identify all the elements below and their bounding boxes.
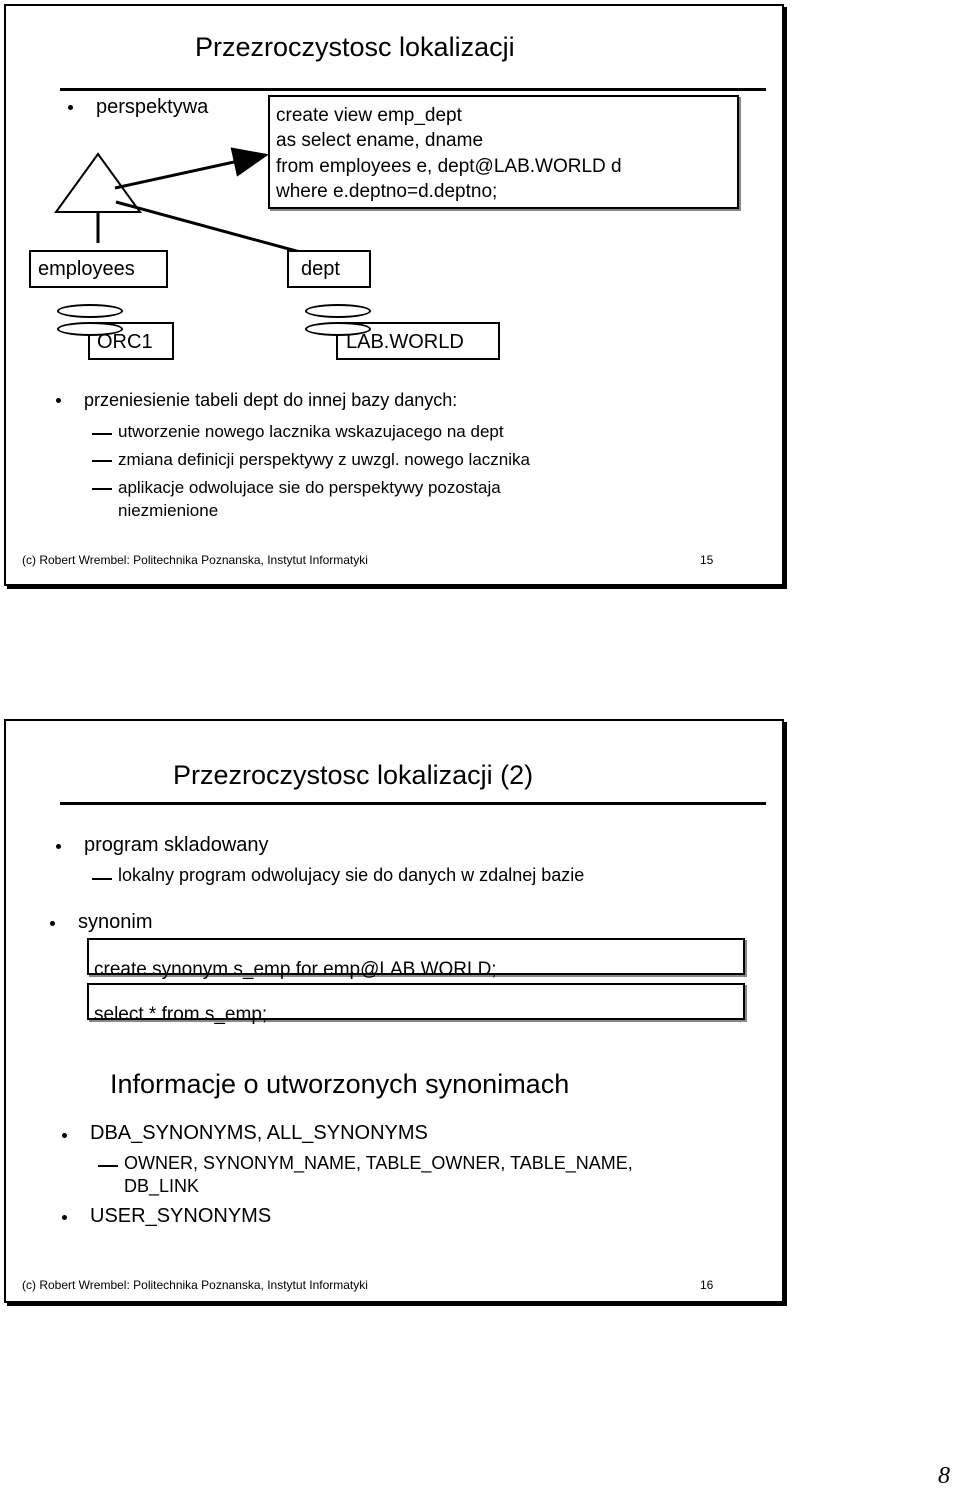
- synonym-bullet: synonim: [78, 911, 153, 933]
- dash: [92, 878, 112, 880]
- slide-16-title: Przezroczystosc lokalizacji (2): [173, 760, 534, 790]
- slide-15-title: Przezroczystosc lokalizacji: [195, 32, 515, 62]
- dash: [98, 1165, 118, 1167]
- view-code-line: as select ename, dname: [276, 130, 484, 151]
- bullet: [56, 398, 61, 403]
- subitem: aplikacje odwolujace sie do perspektywy pozostaja: [118, 478, 501, 497]
- create-synonym-code: create synonym s_emp for emp@LAB.WORLD;: [94, 959, 497, 980]
- synonym-columns-continuation: DB_LINK: [124, 1176, 200, 1196]
- bullet: [62, 1133, 67, 1138]
- database-cylinder-icon: [305, 304, 371, 318]
- slide-15-footer: (c) Robert Wrembel: Politechnika Poznanska, Instytut Informatyki: [22, 553, 368, 567]
- select-synonym-code: select * from s_emp;: [94, 1004, 268, 1025]
- subitem-continuation: niezmienione: [118, 501, 219, 520]
- line-to-dept: [116, 202, 300, 252]
- dash: [92, 488, 112, 490]
- slide-16-number: 16: [700, 1278, 714, 1292]
- stored-program-bullet: program skladowany: [84, 834, 269, 856]
- view-code-line: create view emp_dept: [276, 105, 462, 126]
- subitem: zmiana definicji perspektywy z uwzgl. nowego lacznika: [118, 450, 530, 469]
- orc1-label: ORC1: [97, 331, 153, 353]
- slide-15-number: 15: [700, 553, 714, 567]
- bullet: [56, 844, 61, 849]
- arrow-to-view-definition: [115, 155, 266, 188]
- bullet: [50, 921, 55, 926]
- move-table-bullet: przeniesienie tabeli dept do innej bazy danych:: [84, 390, 458, 410]
- database-cylinder-icon: [57, 304, 123, 318]
- subitem: utworzenie nowego lacznika wskazujacego na dept: [118, 422, 504, 441]
- dba-synonyms-bullet: DBA_SYNONYMS, ALL_SYNONYMS: [90, 1122, 428, 1144]
- title-rule: [60, 802, 766, 805]
- dash: [92, 460, 112, 462]
- stored-program-subitem: lokalny program odwolujacy sie do danych w zdalnej bazie: [118, 865, 585, 885]
- view-code-line: where e.deptno=d.deptno;: [276, 181, 498, 202]
- employees-label: employees: [38, 258, 135, 280]
- page-number: 8: [938, 1463, 950, 1489]
- dash: [92, 433, 112, 435]
- view-label: perspektywa: [96, 96, 209, 118]
- dept-label: dept: [301, 258, 340, 280]
- synonyms-info-heading: Informacje o utworzonych synonimach: [110, 1069, 570, 1099]
- synonym-columns: OWNER, SYNONYM_NAME, TABLE_OWNER, TABLE_NAME,: [124, 1153, 633, 1173]
- lab-world-label: LAB.WORLD: [346, 331, 464, 353]
- view-code-line: from employees e, dept@LAB.WORLD d: [276, 156, 622, 177]
- view-triangle-icon: [56, 154, 140, 212]
- bullet: [62, 1215, 67, 1220]
- user-synonyms-bullet: USER_SYNONYMS: [90, 1205, 272, 1227]
- slide-16-footer: (c) Robert Wrembel: Politechnika Poznanska, Instytut Informatyki: [22, 1278, 368, 1292]
